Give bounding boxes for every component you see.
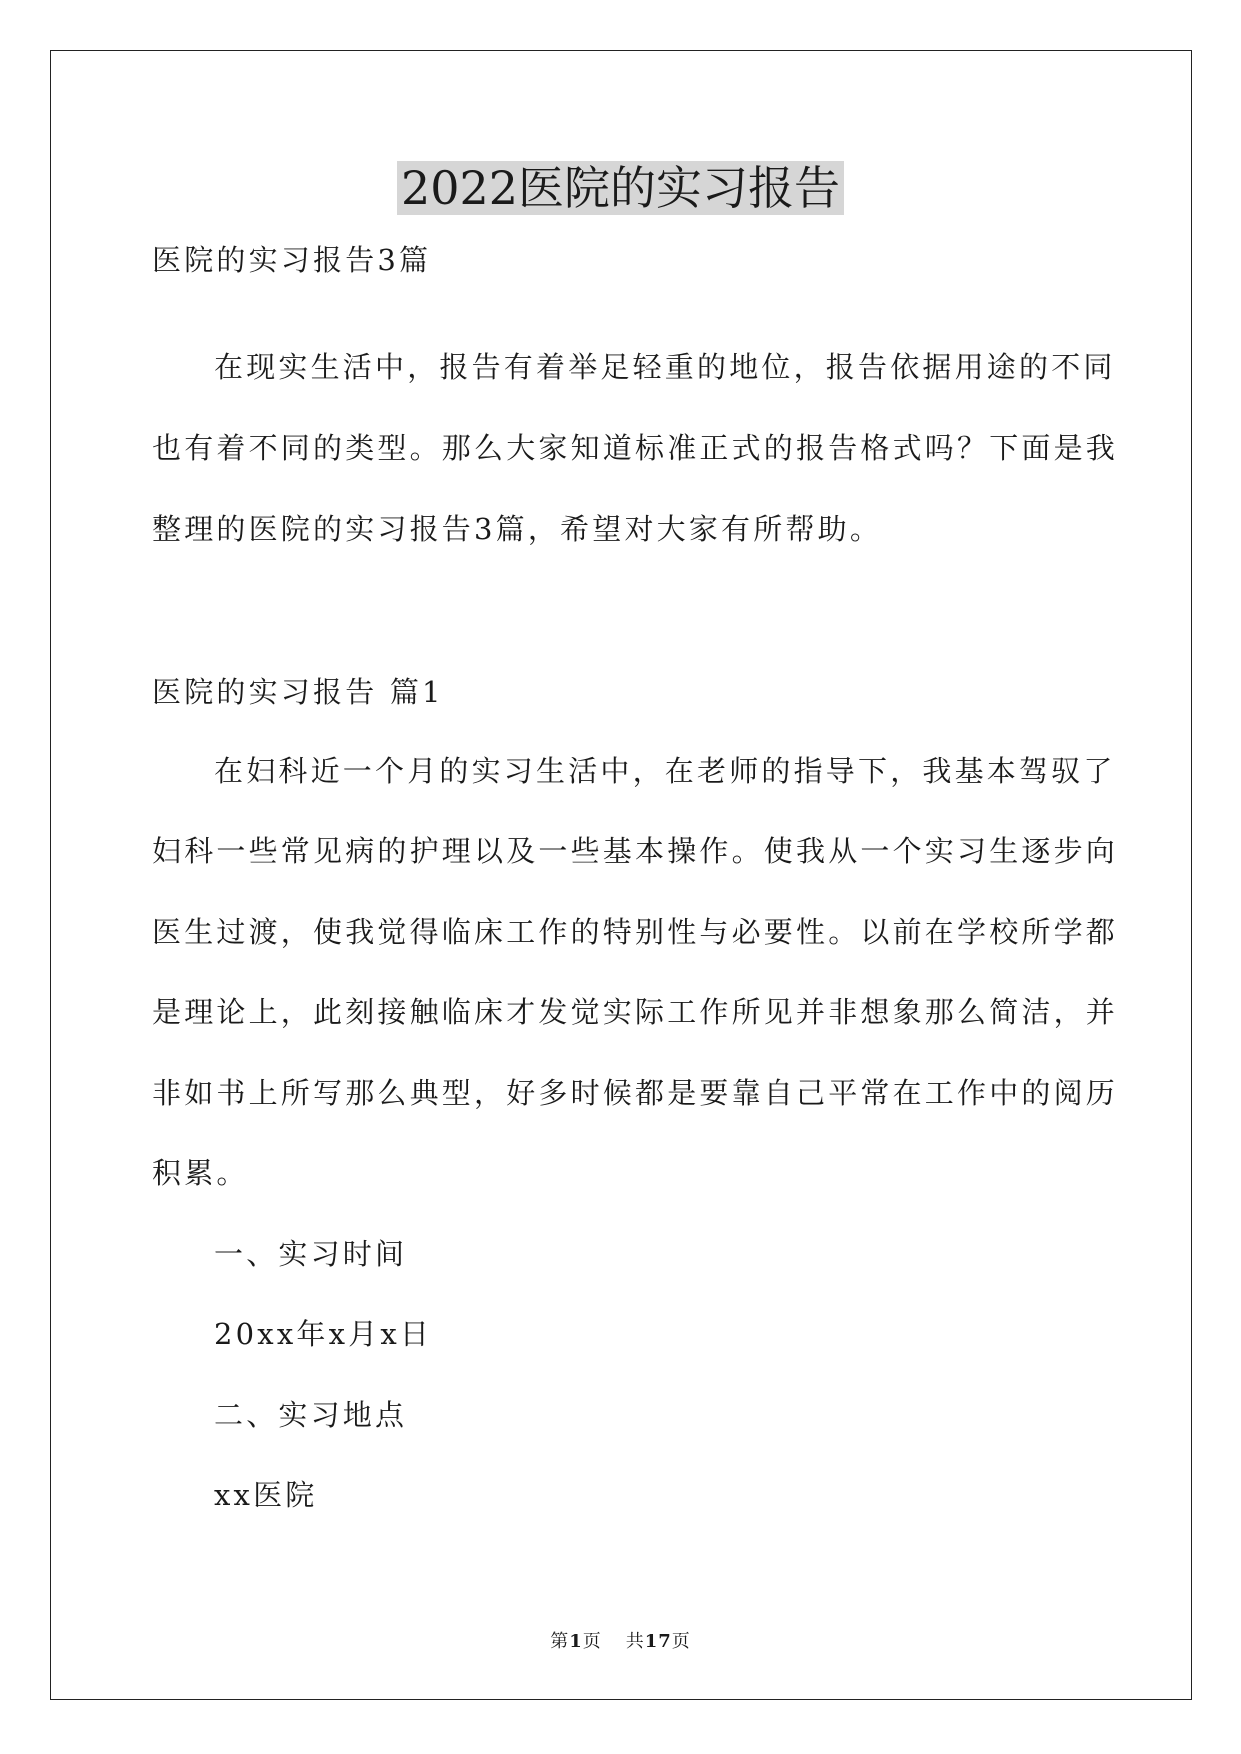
document-title-text: 2022医院的实习报告 — [397, 161, 844, 215]
list-value: 20xx年x月x日 — [214, 1317, 433, 1351]
footer-total-pages: 17 — [644, 1631, 672, 1652]
footer-page-number: 1 — [569, 1631, 583, 1652]
paragraph-line: 整理的医院的实习报告3篇，希望对大家有所帮助。 — [152, 512, 883, 546]
list-value: xx医院 — [214, 1478, 318, 1512]
paragraph-line: 在妇科近一个月的实习生活中，在老师的指导下，我基本驾驭了 — [214, 754, 1116, 788]
page-footer — [0, 1630, 1241, 1654]
footer-total-prefix: 共 — [625, 1631, 645, 1652]
page-border — [50, 50, 1192, 1700]
document-title — [0, 158, 1241, 218]
subtitle-line: 医院的实习报告3篇 — [152, 243, 432, 277]
footer-page-prefix: 第 — [550, 1631, 570, 1652]
section-heading: 医院的实习报告 篇1 — [152, 675, 444, 709]
paragraph-line: 是理论上，此刻接触临床才发觉实际工作所见并非想象那么简洁，并 — [152, 995, 1119, 1029]
paragraph-line: 也有着不同的类型。那么大家知道标准正式的报告格式吗？下面是我 — [152, 431, 1119, 465]
paragraph-line: 在现实生活中，报告有着举足轻重的地位，报告依据用途的不同 — [214, 350, 1116, 384]
footer-page-unit: 页 — [582, 1631, 602, 1652]
paragraph-line: 积累。 — [152, 1156, 249, 1190]
paragraph-line: 非如书上所写那么典型，好多时候都是要靠自己平常在工作中的阅历 — [152, 1076, 1119, 1110]
footer-total-unit: 页 — [671, 1631, 691, 1652]
list-heading: 一、实习时间 — [214, 1237, 408, 1271]
list-heading: 二、实习地点 — [214, 1398, 408, 1432]
paragraph-line: 妇科一些常见病的护理以及一些基本操作。使我从一个实习生逐步向 — [152, 834, 1119, 868]
paragraph-line: 医生过渡，使我觉得临床工作的特别性与必要性。以前在学校所学都 — [152, 915, 1119, 949]
